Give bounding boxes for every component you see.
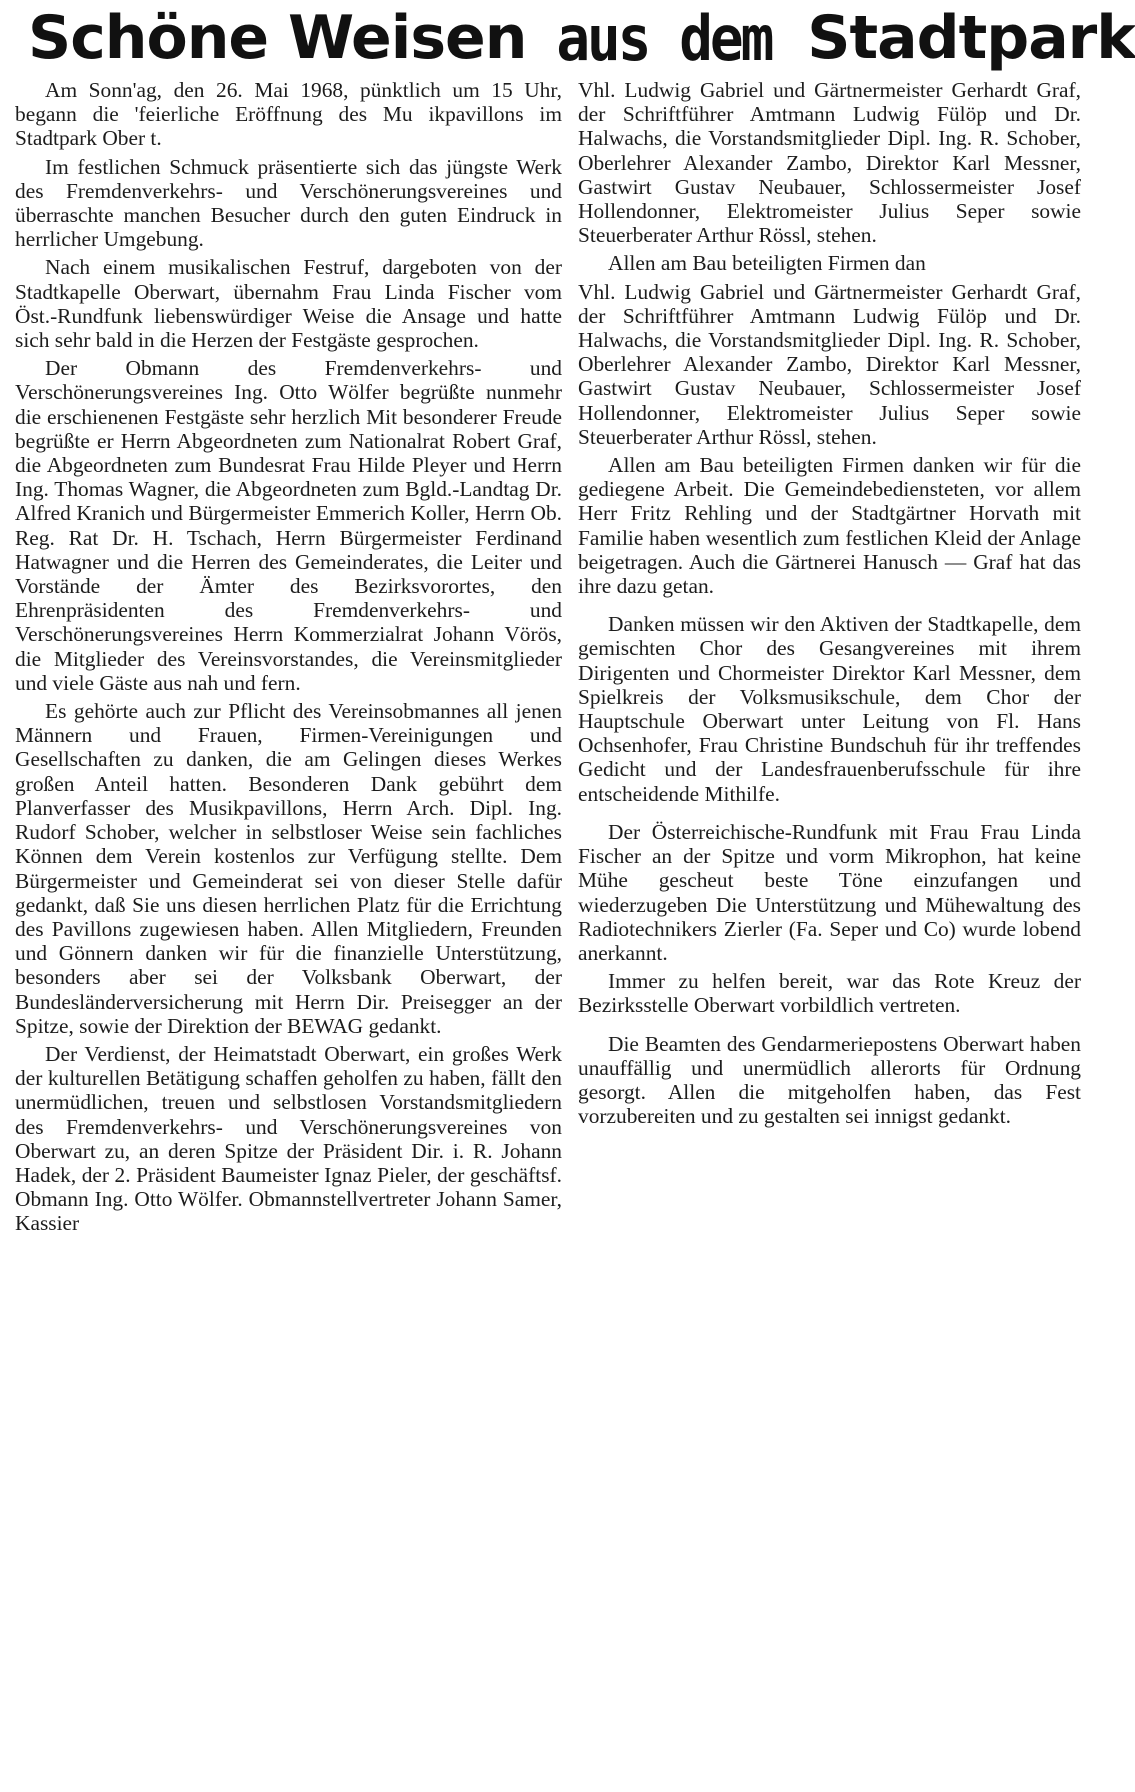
article-headline <box>28 0 1135 78</box>
paragraph: Der Österreichische-Rundfunk mit Frau Frau Linda Fischer an der Spitze und vorm Mikrophon, hat keine Mühe gescheut beste Töne einzufangen und wiederzugeben Die Unterstützung und Mühewaltung des Radiotechnikers Zierler (Fa. Seper und Co) wurde lobend anerkannt. <box>578 819 1081 965</box>
paragraph: Es gehörte auch zur Pflicht des Vereinsobmannes all jenen Männern und Frauen, Firmen-Vereinigungen und Gesellschaften zu danken, die am Gelingen dieses Werkes großen Anteil hatten. Besonderen Dank gebührt dem Planverfasser des Musikpavillons, Herrn Arch. Dipl. Ing. Rudorf Schober, welcher in selbstloser Weise sein fachliches Können dem Verein kostenlos zur Verfügung stellte. Dem Bürgermeister und Gemeinderat sei von dieser Stelle dafür gedankt, daß Sie uns diesen herrlichen Platz für die Errichtung des Pavillons zugewiesen haben. Allen Mitgliedern, Freunden und Gönnern danken wir für die finanzielle Unterstützung, besonders aber sei der Volksbank Oberwart, der Bundesländerversicherung mit Herrn Dir. Preisegger an der Spitze, sowie der Direktion der BEWAG gedankt. <box>15 699 562 1038</box>
left-column <box>15 78 562 1666</box>
headline-part-1: Schöne Weisen <box>28 3 527 73</box>
headline-part-3: Stadtpark <box>807 3 1135 73</box>
right-column <box>578 78 1081 1478</box>
paragraph: Der Obmann des Fremdenverkehrs- und Verschönerungsvereines Ing. Otto Wölfer begrüßte nunmehr die erschienenen Festgäste sehr herzlich Mit besonderer Freude begrüßte er Herrn Abgeordneten zum Nationalrat Robert Graf, die Abgeordneten zum Bundesrat Frau Hilde Pleyer und Herrn Ing. Thomas Wagner, die Abgeordneten zum Bgld.-Landtag Dr. Alfred Kranich und Bürgermeister Emmerich Koller, Herrn Ob. Reg. Rat Dr. H. Tschach, Herrn Bürgermeister Ferdinand Hatwagner und die Herren des Gemeinderates, die Leiter und Vorstände der Ämter des Bezirksvorortes, den Ehrenpräsidenten des Fremdenverkehrs- und Verschönerungsvereines Herrn Kommerzialrat Johann Vörös, die Mitglieder des Vereinsvorstandes, die Vereinsmitglieder und viele Gäste aus nah und fern. <box>15 356 562 695</box>
paragraph: Vhl. Ludwig Gabriel und Gärtnermeister Gerhardt Graf, der Schriftführer Amtmann Ludwig Fülöp und Dr. Halwachs, die Vorstandsmitglieder Dipl. Ing. R. Schober, Oberlehrer Alexander Zambo, Direktor Karl Messner, Gastwirt Gustav Neubauer, Schlossermeister Josef Hollendonner, Elektromeister Julius Seper sowie Steuerberater Arthur Rössl, stehen. <box>578 279 1081 449</box>
paragraph: Immer zu helfen bereit, war das Rote Kreuz der Bezirksstelle Oberwart vorbildlich vertreten. <box>578 969 1081 1018</box>
paragraph: Die Beamten des Gendarmeriepostens Oberwart haben unauffällig und unermüdlich allerorts für Ordnung gesorgt. Allen die mitgeholfen haben, das Fest vorzubereiten und zu gestalten sei innigst gedankt. <box>578 1031 1081 1129</box>
paragraph: Vhl. Ludwig Gabriel und Gärtnermeister Gerhardt Graf, der Schriftführer Amtmann Ludwig Fülöp und Dr. Halwachs, die Vorstandsmitglieder Dipl. Ing. R. Schober, Oberlehrer Alexander Zambo, Direktor Karl Messner, Gastwirt Gustav Neubauer, Schlossermeister Josef Hollendonner, Elektromeister Julius Seper sowie Steuerberater Arthur Rössl, stehen. <box>578 78 1081 248</box>
paragraph: Allen am Bau beteiligten Firmen danken wir für die gediegene Arbeit. Die Gemeindebediensteten, vor allem Herr Fritz Rehling und der Stadtgärtner Horvath mit Familie haben wesentlich zum festlichen Kleid der Anlage beigetragen. Auch die Gärtnerei Hanusch — Graf hat das ihre dazu getan. <box>578 453 1081 599</box>
paragraph: Nach einem musikalischen Festruf, dargeboten von der Stadtkapelle Oberwart, übernahm Frau Linda Fischer vom Öst.-Rundfunk liebenswürdiger Weise die Ansage und hatte sich sehr bald in die Herzen der Festgäste gesprochen. <box>15 255 562 353</box>
paragraph: Im festlichen Schmuck präsentierte sich das jüngste Werk des Fremdenverkehrs- und Verschönerungsvereines und überraschte manchen Besucher durch den guten Eindruck in herrlicher Umgebung. <box>15 154 562 252</box>
paragraph: Der Verdienst, der Heimatstadt Oberwart, ein großes Werk der kulturellen Betätigung schaffen geholfen zu haben, fällt den unermüdlichen, treuen und selbstlosen Vorstandsmitgliedern des Fremdenverkehrs- und Verschönerungsvereines von Oberwart zu, an deren Spitze der Präsident Dir. i. R. Johann Hadek, der 2. Präsident Baumeister Ignaz Pieler, der geschäftsf. Obmann Ing. Otto Wölfer. Obmannstellvertreter Johann Samer, Kassier <box>15 1041 562 1236</box>
paragraph: Danken müssen wir den Aktiven der Stadtkapelle, dem gemischten Chor des Gesangvereines mit ihrem Dirigenten und Chormeister Direktor Karl Messner, dem Spielkreis der Volksmusikschule, dem Chor der Hauptschule Oberwart unter Leitung von Fl. Hans Ochsenhofer, Frau Christine Bundschuh für ihr treffendes Gedicht und der Landesfrauenberufsschule für ihre entscheidende Mithilfe. <box>578 612 1081 806</box>
paragraph: Allen am Bau beteiligten Firmen dan <box>608 251 926 276</box>
paragraph: Am Sonn'ag, den 26. Mai 1968, pünktlich um 15 Uhr, begann die 'feierliche Eröffnung des Mu ikpavillons im Stadtpark Ober t. <box>15 78 562 151</box>
headline-part-2: aus dem <box>556 3 772 76</box>
